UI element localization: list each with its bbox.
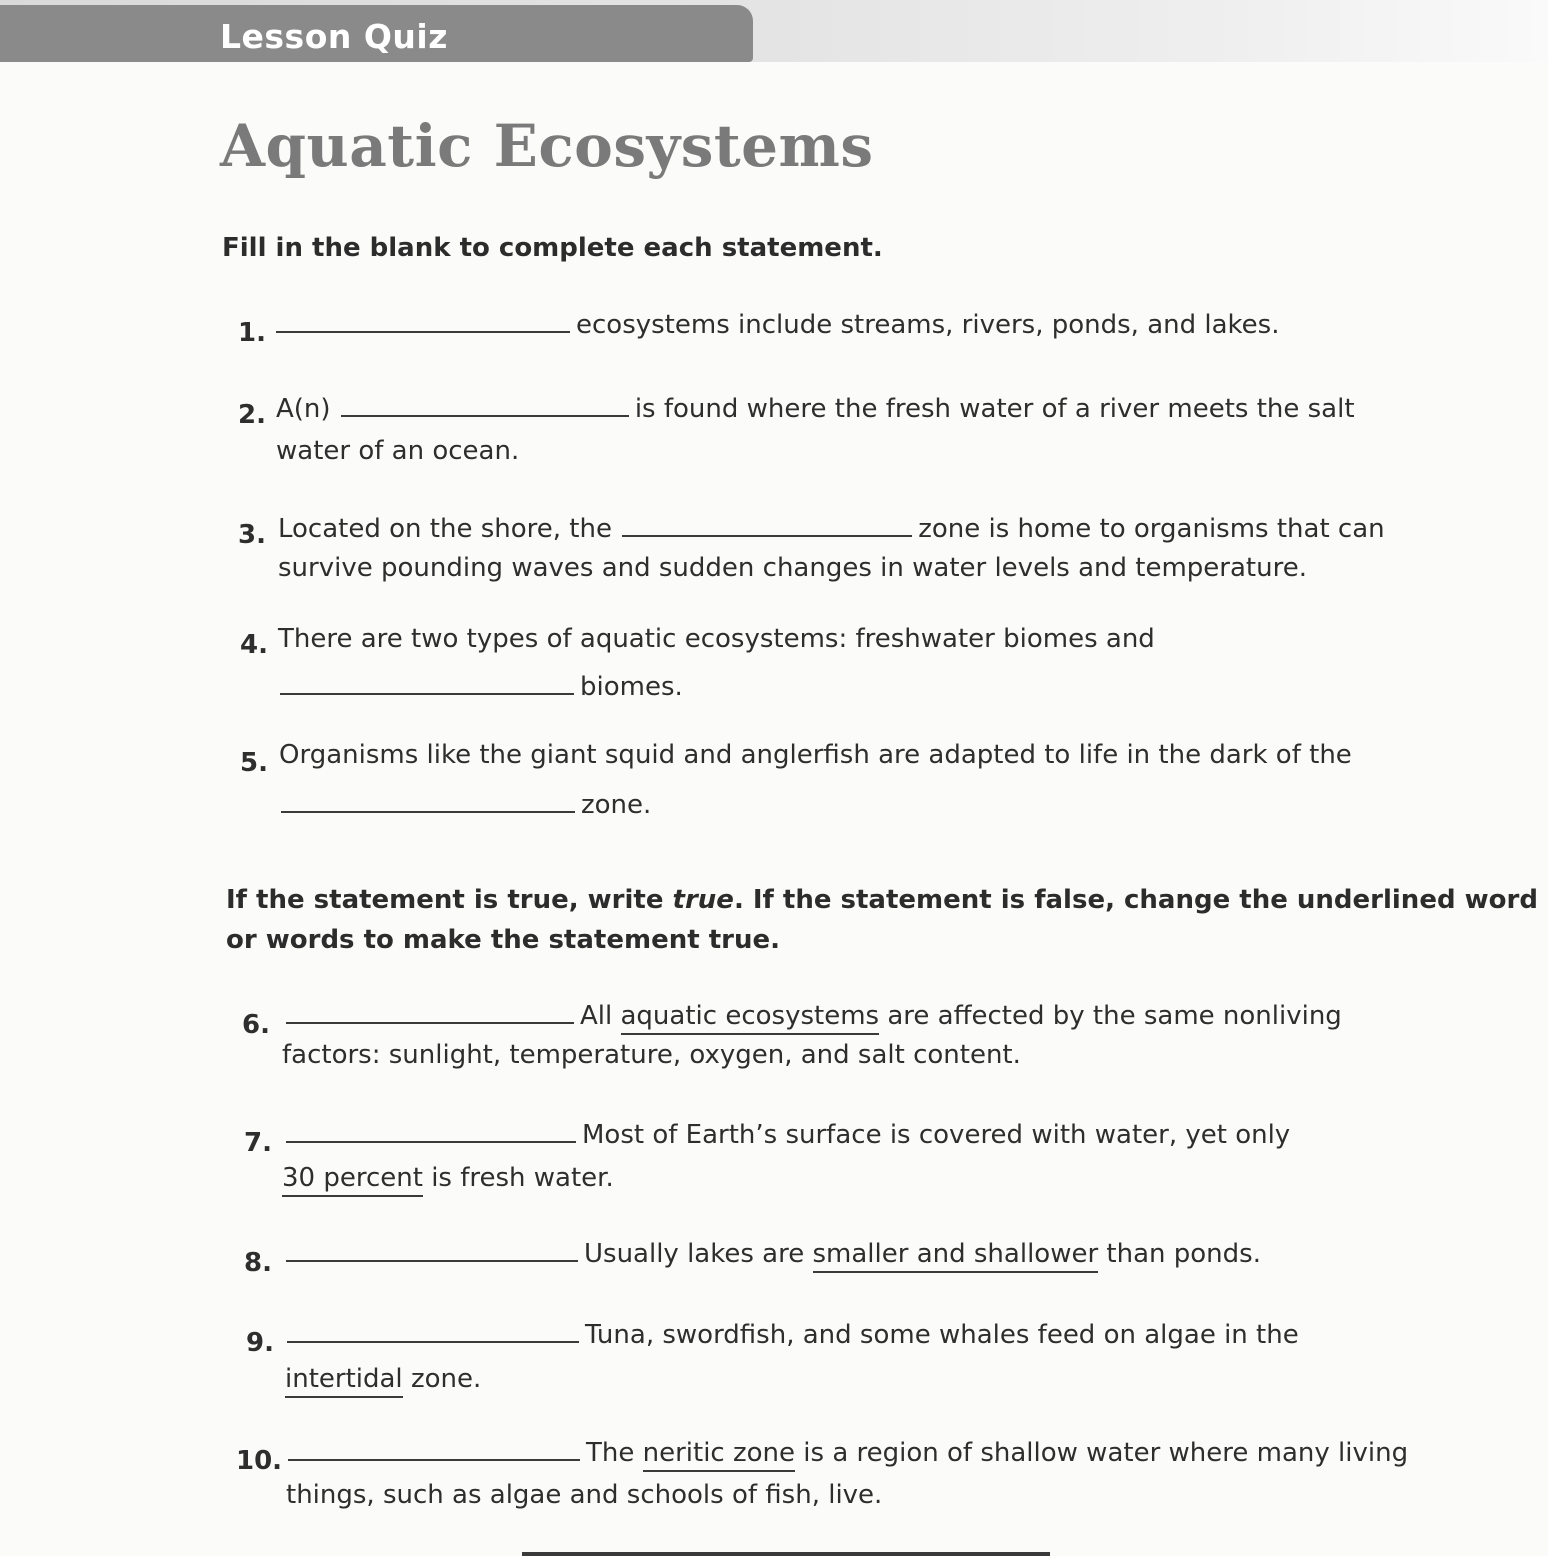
question-number: 2. [238, 400, 266, 430]
question-text-line2: water of an ocean. [276, 436, 520, 466]
instruction-text: . If the statement is false, change the underlined word [733, 885, 1538, 915]
question-text: is found where the fresh water of a river meets the salt [634, 394, 1355, 424]
answer-blank-4[interactable] [280, 692, 574, 695]
question-number: 3. [238, 520, 266, 550]
header-label: Lesson Quiz [220, 17, 448, 56]
answer-blank-7[interactable] [286, 1140, 576, 1143]
question-text: zone. [410, 1364, 482, 1394]
underlined-term: neritic zone [643, 1438, 795, 1472]
question-number: 9. [246, 1328, 274, 1358]
question-text: is a region of shallow water where many living [803, 1438, 1409, 1468]
underlined-term: smaller and shallower [813, 1239, 1099, 1273]
question-number: 1. [238, 318, 266, 348]
question-text: Organisms like the giant squid and anglerfish are adapted to life in the dark of the [279, 740, 1352, 770]
question-text: zone. [581, 790, 652, 820]
question-text-line2: survive pounding waves and sudden changes in water levels and temperature. [278, 553, 1307, 583]
answer-blank-3[interactable] [622, 534, 912, 537]
question-number: 7. [244, 1128, 272, 1158]
question-text: Tuna, swordfish, and some whales feed on algae in the [585, 1320, 1299, 1350]
section2-instruction [226, 880, 1538, 960]
section1-instruction: Fill in the blank to complete each statement. [222, 233, 883, 263]
question-text: ecosystems include streams, rivers, ponds, and lakes. [576, 310, 1280, 340]
question-text: biomes. [580, 672, 683, 702]
question-text: Located on the shore, the [278, 514, 612, 544]
question-text-line2: things, such as algae and schools of fish, live. [286, 1480, 883, 1510]
instruction-text: If the statement is true, write [226, 885, 673, 915]
answer-blank-10[interactable] [288, 1458, 580, 1461]
question-text: The [586, 1438, 635, 1468]
question-text: Most of Earth’s surface is covered with water, yet only [582, 1120, 1291, 1150]
question-text: There are two types of aquatic ecosystems: freshwater biomes and [278, 624, 1155, 654]
answer-blank-9[interactable] [287, 1340, 579, 1343]
underlined-term: intertidal [285, 1364, 403, 1398]
answer-blank-1[interactable] [276, 330, 570, 333]
question-text: is fresh water. [431, 1163, 614, 1193]
page-bottom-rule [522, 1552, 1050, 1556]
question-text: All [580, 1001, 613, 1031]
header-tab [0, 5, 753, 62]
underlined-term: aquatic ecosystems [621, 1001, 880, 1035]
question-text: zone is home to organisms that can [918, 514, 1385, 544]
question-number: 6. [242, 1010, 270, 1040]
question-number: 8. [244, 1248, 272, 1278]
question-text: are affected by the same nonliving [887, 1001, 1342, 1031]
question-text: Usually lakes are [584, 1239, 805, 1269]
answer-blank-6[interactable] [286, 1021, 574, 1024]
instruction-text-line2: or words to make the statement true. [226, 925, 780, 955]
question-number: 10. [236, 1446, 283, 1476]
question-text: A(n) [276, 394, 331, 424]
instruction-italic: true [672, 885, 734, 915]
answer-blank-2[interactable] [341, 414, 629, 417]
question-text: than ponds. [1106, 1239, 1261, 1269]
question-number: 5. [240, 748, 268, 778]
underlined-term: 30 percent [282, 1163, 423, 1197]
question-number: 4. [240, 630, 268, 660]
page-title: Aquatic Ecosystems [220, 112, 874, 180]
question-text-line2: factors: sunlight, temperature, oxygen, and salt content. [282, 1040, 1021, 1070]
answer-blank-8[interactable] [286, 1259, 578, 1262]
answer-blank-5[interactable] [281, 810, 575, 813]
